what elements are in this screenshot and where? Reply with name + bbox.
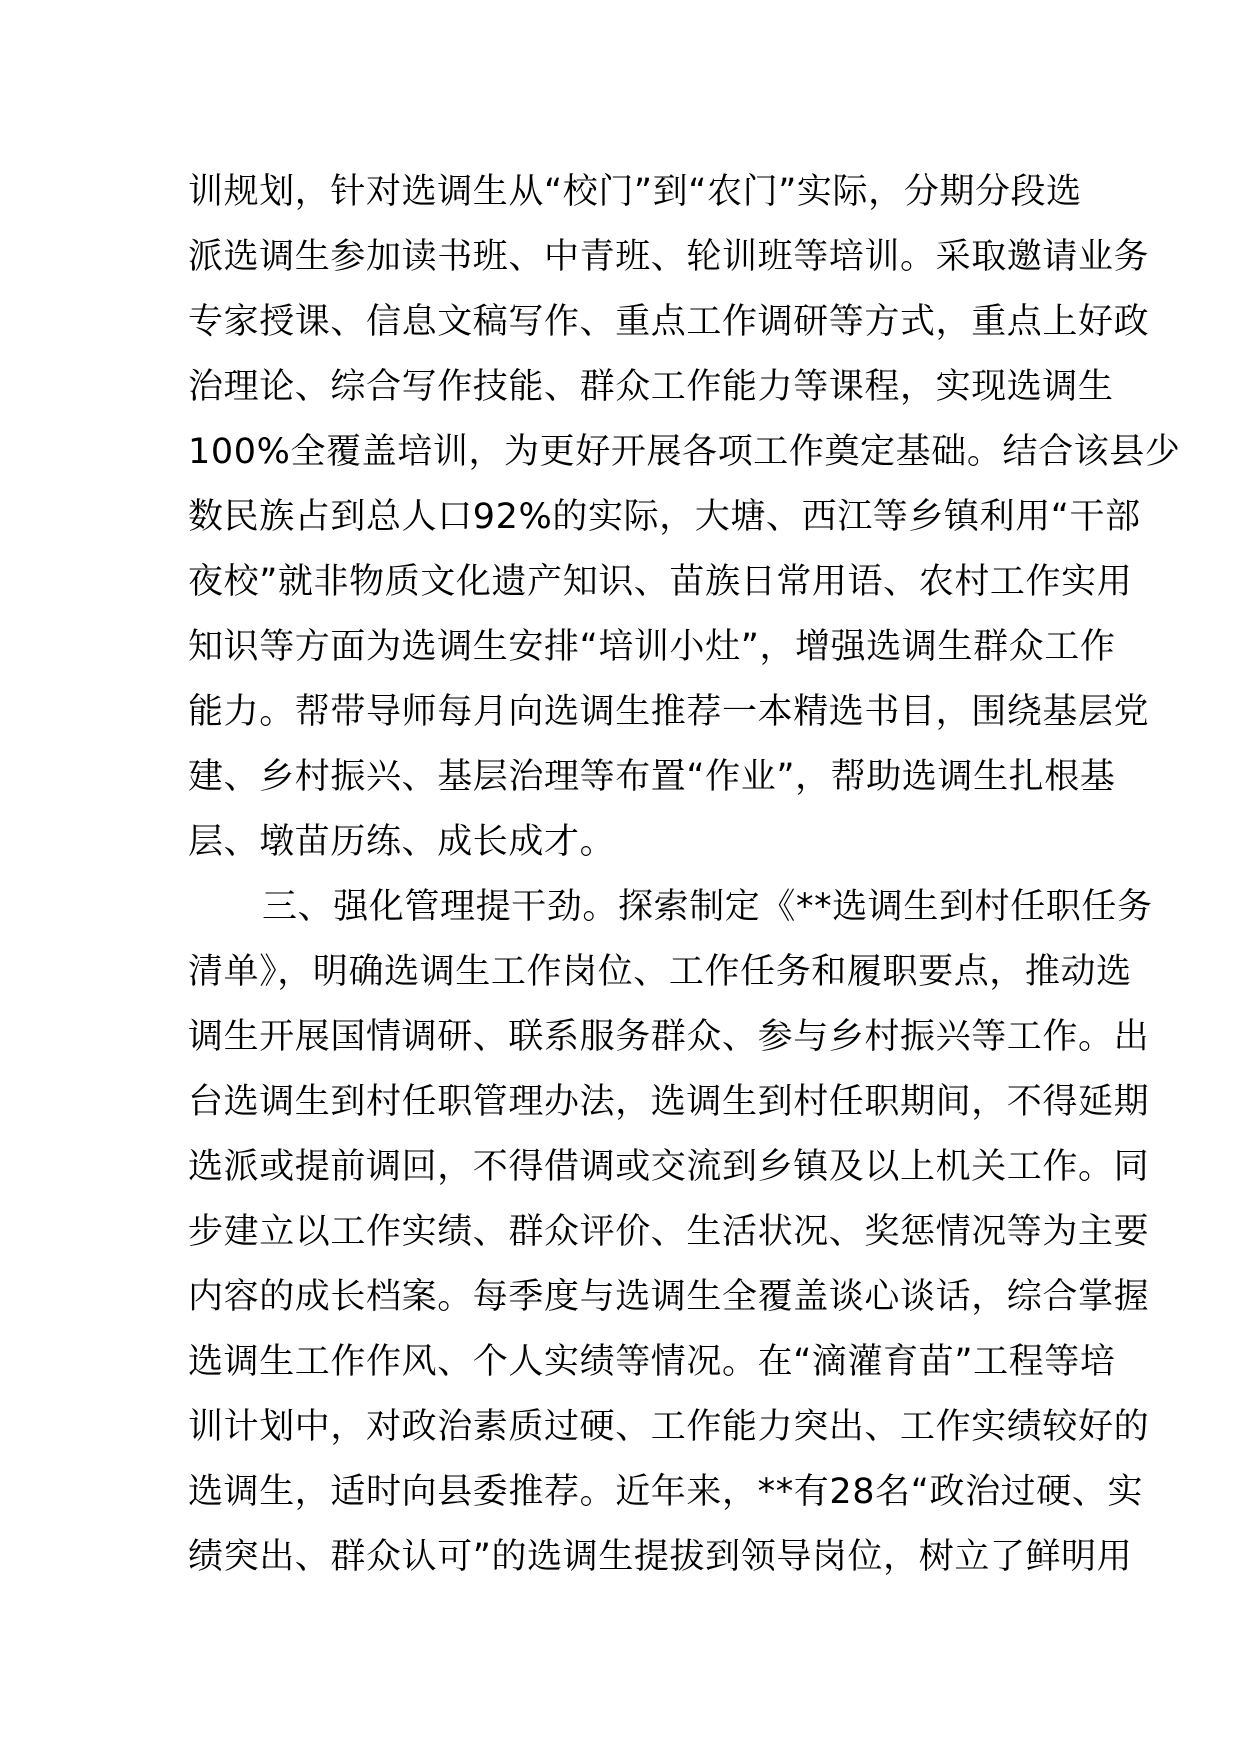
text-line: 选调生，适时向县委推荐。近年来，**有28名“政治过硬、实 [188,1472,1144,1512]
text-line: 数民族占到总人口92%的实际，大塘、西江等乡镇利用“干部 [188,497,1141,537]
text-line: 100%全覆盖培训，为更好开展各项工作奠定基础。结合该县少 [188,432,1181,472]
text-line: 步建立以工作实绩、群众评价、生活状况、奖惩情况等为主要 [188,1212,1150,1252]
text-line: 层、墩苗历练、成长成才。 [188,822,616,862]
text-line: 知识等方面为选调生安排“培训小灶”，增强选调生群众工作 [188,627,1116,667]
text-line: 能力。帮带导师每月向选调生推荐一本精选书目，围绕基层党 [188,692,1150,732]
text-line: 内容的成长档案。每季度与选调生全覆盖谈心谈话，综合掌握 [188,1277,1150,1317]
text-line: 台选调生到村任职管理办法，选调生到村任职期间，不得延期 [188,1082,1150,1122]
text-line: 治理论、综合写作技能、群众工作能力等课程，实现选调生 [188,367,1114,407]
text-line: 绩突出、群众认可”的选调生提拔到领导岗位，树立了鲜明用 [188,1537,1133,1577]
text-line: 选派或提前调回，不得借调或交流到乡镇及以上机关工作。同 [188,1147,1150,1187]
text-line: 选调生工作作风、个人实绩等情况。在“滴灌育苗”工程等培 [188,1342,1116,1382]
text-line: 调生开展国情调研、联系服务群众、参与乡村振兴等工作。出 [188,1017,1150,1057]
text-line: 派选调生参加读书班、中青班、轮训班等培训。采取邀请业务 [188,237,1150,277]
text-line: 训计划中，对政治素质过硬、工作能力突出、工作实绩较好的 [188,1407,1150,1447]
text-line: 训规划，针对选调生从“校门”到“农门”实际，分期分段选 [188,172,1082,212]
text-line: 建、乡村振兴、基层治理等布置“作业”，帮助选调生扎根基 [188,757,1116,797]
text-line: 专家授课、信息文稿写作、重点工作调研等方式，重点上好政 [188,302,1150,342]
section-heading-line: 三、强化管理提干劲。探索制定《**选调生到村任职任务 [262,887,1153,927]
text-line: 清单》，明确选调生工作岗位、工作任务和履职要点，推动选 [188,952,1132,992]
text-line: 夜校”就非物质文化遗产知识、苗族日常用语、农村工作实用 [188,562,1133,602]
document-body [188,160,1181,1590]
